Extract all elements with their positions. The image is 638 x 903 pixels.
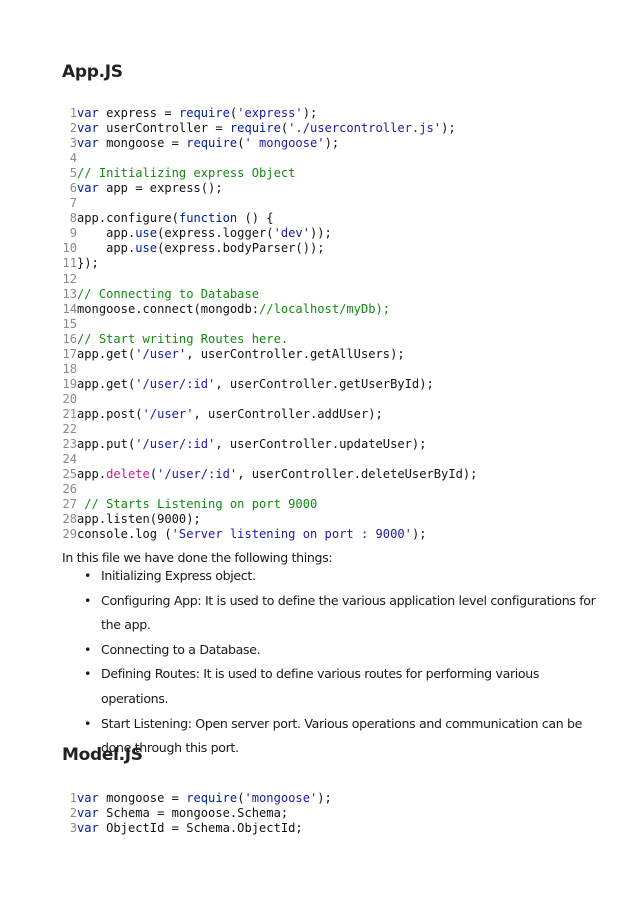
bullet-text: Connecting to a Database. <box>101 641 261 657</box>
code-text <box>77 226 332 241</box>
code-token: ( <box>229 106 238 120</box>
line-number: 27 <box>62 497 77 512</box>
code-comment: // Starts Listening on port 9000 <box>84 497 318 512</box>
code-line <box>60 196 620 211</box>
code-token: , userController.updateUser); <box>215 437 427 452</box>
line-number: 7 <box>69 196 77 211</box>
code-token: (express.bodyParser()); <box>157 241 325 256</box>
code-token: ( <box>237 791 245 805</box>
code-text <box>77 287 259 302</box>
code-token: (express.logger( <box>157 226 274 241</box>
code-string: './usercontroller.js' <box>288 121 442 136</box>
code-text <box>77 467 477 482</box>
code-keyword: var <box>77 806 99 821</box>
code-line <box>60 166 620 181</box>
code-line <box>60 136 620 151</box>
code-text <box>77 106 317 121</box>
line-number: 24 <box>62 452 77 467</box>
code-text <box>77 241 325 256</box>
code-comment: // Connecting to Database <box>77 286 260 301</box>
section-heading-modeljs: Model.JS <box>62 745 143 765</box>
code-text <box>77 791 332 806</box>
code-token: console.log ( <box>77 527 172 542</box>
feature-bullet-list <box>84 564 604 761</box>
bullet-item <box>84 712 604 761</box>
code-text <box>77 497 317 512</box>
code-token: Schema = mongoose.Schema; <box>98 806 289 821</box>
bullet-icon: • <box>84 641 92 657</box>
code-line <box>60 256 620 271</box>
code-keyword: require <box>229 121 281 136</box>
code-token: app.get( <box>77 376 136 391</box>
code-line <box>60 407 620 422</box>
code-keyword: var <box>77 181 99 196</box>
code-text <box>77 121 456 136</box>
code-line <box>60 821 620 836</box>
code-block-appjs <box>60 106 620 542</box>
code-token: app.listen(9000); <box>77 512 201 527</box>
code-keyword: require <box>186 136 238 151</box>
line-number: 11 <box>62 256 77 271</box>
code-line <box>60 106 620 121</box>
code-keyword: var <box>77 821 99 836</box>
code-line <box>60 287 620 302</box>
code-token: userController = <box>98 121 230 136</box>
code-token: }); <box>77 256 99 271</box>
code-token: app.configure( <box>77 211 179 226</box>
bullet-item <box>84 638 604 663</box>
code-line <box>60 151 620 166</box>
code-line <box>60 806 620 821</box>
line-number: 8 <box>69 211 77 226</box>
code-text <box>77 347 405 362</box>
line-number: 16 <box>62 331 77 346</box>
code-token: , userController.addUser); <box>193 406 383 421</box>
line-number: 1 <box>69 791 77 805</box>
bullet-item <box>84 564 604 589</box>
line-number: 18 <box>62 361 77 376</box>
code-text <box>77 821 303 836</box>
line-number: 4 <box>69 151 77 166</box>
code-token: app. <box>77 241 136 256</box>
code-string: 'Server listening on port : 9000' <box>171 527 412 542</box>
code-keyword: var <box>77 121 99 136</box>
code-keyword: require <box>178 106 230 120</box>
code-token: app.post( <box>77 406 143 421</box>
code-line <box>60 347 620 362</box>
code-string: 'mongoose' <box>244 791 318 805</box>
code-keyword: var <box>77 136 99 151</box>
code-token: express = <box>98 106 179 120</box>
line-number: 6 <box>69 181 77 196</box>
code-comment: // Initializing express Object <box>77 166 296 181</box>
code-string: '/user' <box>135 346 187 361</box>
code-text <box>77 806 288 821</box>
code-token: , userController.deleteUserById); <box>237 467 478 482</box>
section-heading-appjs: App.JS <box>62 62 123 82</box>
code-line <box>60 512 620 527</box>
code-token: ); <box>324 136 340 151</box>
code-string: ' mongoose' <box>244 136 325 151</box>
code-token: ); <box>441 121 456 136</box>
code-text <box>77 437 427 452</box>
code-token: app. <box>77 467 107 482</box>
code-text <box>77 332 288 347</box>
line-number: 22 <box>62 421 77 436</box>
line-number: 10 <box>62 241 77 256</box>
line-number: 19 <box>62 376 77 391</box>
code-keyword: var <box>77 106 99 120</box>
code-token: ); <box>302 106 318 120</box>
code-token: ); <box>317 791 332 805</box>
code-keyword: delete <box>106 467 150 482</box>
code-text <box>77 302 390 317</box>
line-number: 26 <box>62 482 77 497</box>
code-text <box>77 211 274 226</box>
line-number: 2 <box>69 121 77 136</box>
line-number: 5 <box>69 166 77 181</box>
line-number: 9 <box>69 226 77 241</box>
line-number: 25 <box>62 467 77 482</box>
code-token: ); <box>411 527 427 542</box>
line-number: 21 <box>62 406 77 421</box>
code-token: mongoose.connect(mongodb: <box>77 301 260 316</box>
code-line <box>60 241 620 256</box>
code-keyword: require <box>186 791 238 805</box>
code-line <box>60 437 620 452</box>
code-text <box>77 527 427 542</box>
line-number: 20 <box>62 391 77 406</box>
code-line <box>60 377 620 392</box>
bullet-item <box>84 662 604 711</box>
code-line <box>60 332 620 347</box>
code-keyword: function <box>178 211 238 226</box>
code-text <box>77 256 99 271</box>
code-line <box>60 302 620 317</box>
code-text <box>77 166 295 181</box>
code-token: mongoose = <box>98 791 187 805</box>
code-string: '/user/:id' <box>135 376 216 391</box>
code-text <box>77 377 434 392</box>
bullet-text: Initializing Express object. <box>101 568 256 583</box>
code-keyword: var <box>77 791 99 805</box>
line-number: 23 <box>62 437 77 452</box>
code-text <box>77 407 383 422</box>
code-token: )); <box>310 226 332 241</box>
code-block-modeljs <box>60 791 620 836</box>
code-text <box>77 136 339 151</box>
line-number: 29 <box>62 527 77 542</box>
code-token: app. <box>77 226 136 241</box>
bullet-text: Start Listening: Open server port. Various operations and communication can be done through this port. <box>101 715 583 756</box>
code-comment: //localhost/myDb); <box>259 301 391 316</box>
code-line <box>60 497 620 512</box>
code-token: mongoose = <box>98 136 187 151</box>
code-line <box>60 226 620 241</box>
code-token: app.get( <box>77 346 136 361</box>
code-string: '/user/:id' <box>157 467 238 482</box>
intro-paragraph: In this file we have done the following things: <box>62 550 333 565</box>
code-string: 'express' <box>237 106 303 120</box>
code-token: ( <box>237 136 245 151</box>
code-text <box>77 512 201 527</box>
line-number: 15 <box>62 316 77 331</box>
bullet-item <box>84 589 604 638</box>
code-line <box>60 422 620 437</box>
code-line <box>60 211 620 226</box>
code-line <box>60 791 620 806</box>
code-string: 'dev' <box>273 226 310 241</box>
bullet-icon: • <box>84 592 92 608</box>
bullet-text: Defining Routes: It is used to define various routes for performing various operations. <box>101 666 540 706</box>
code-comment: // Start writing Routes here. <box>77 331 289 346</box>
code-token: app.put( <box>77 437 136 452</box>
code-line <box>60 527 620 542</box>
code-keyword: use <box>135 226 158 241</box>
code-string: '/user/:id' <box>135 437 216 452</box>
line-number: 2 <box>69 806 77 821</box>
line-number: 12 <box>62 271 77 286</box>
code-line <box>60 392 620 407</box>
bullet-icon: • <box>84 666 92 682</box>
code-line <box>60 452 620 467</box>
code-line <box>60 362 620 377</box>
code-token: ( <box>280 121 289 136</box>
code-string: '/user' <box>142 406 194 421</box>
line-number: 13 <box>62 286 77 301</box>
code-token: ( <box>149 467 158 482</box>
bullet-icon: • <box>84 715 92 731</box>
line-number: 3 <box>69 821 77 836</box>
code-text <box>77 181 223 196</box>
code-token: , userController.getAllUsers); <box>186 346 405 361</box>
line-number: 28 <box>62 512 77 527</box>
code-line <box>60 121 620 136</box>
code-line <box>60 482 620 497</box>
code-line <box>60 181 620 196</box>
bullet-icon: • <box>84 568 92 583</box>
code-token: () { <box>237 211 274 226</box>
code-line <box>60 272 620 287</box>
code-line <box>60 317 620 332</box>
code-token: , userController.getUserById); <box>215 376 434 391</box>
code-keyword: use <box>135 241 158 256</box>
line-number: 14 <box>62 301 77 316</box>
line-number: 17 <box>62 346 77 361</box>
line-number: 3 <box>69 136 77 151</box>
line-number: 1 <box>69 106 77 120</box>
code-line <box>60 467 620 482</box>
code-token: ObjectId = Schema.ObjectId; <box>98 821 303 836</box>
bullet-text: Configuring App: It is used to define the various application level configurations for the app. <box>101 592 596 633</box>
code-token: app = express(); <box>98 181 223 196</box>
